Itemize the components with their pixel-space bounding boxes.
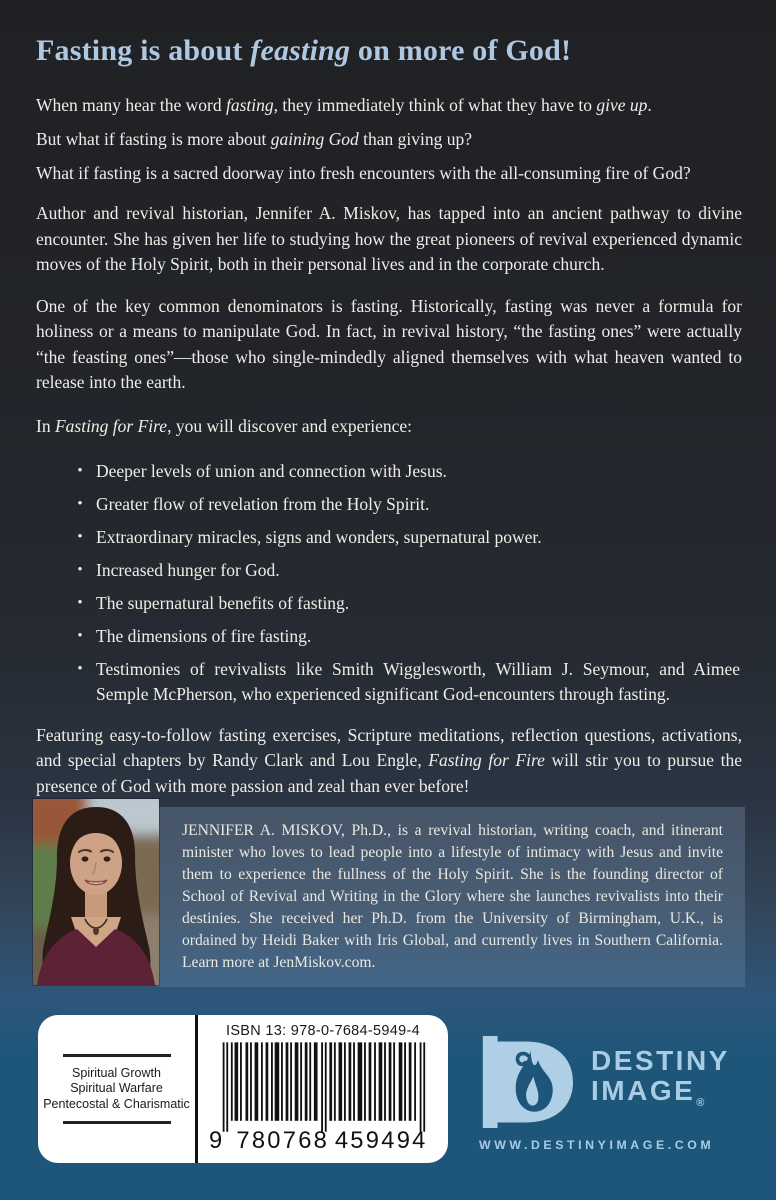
author-bio-panel <box>156 807 745 987</box>
barcode-card <box>38 1015 448 1163</box>
bullet-item <box>64 525 742 550</box>
bullet-dot-icon: • <box>77 462 83 479</box>
publisher-name <box>591 1046 730 1118</box>
category-line: Spiritual Growth <box>72 1065 161 1080</box>
category-line: Pentecostal & Charismatic <box>43 1096 190 1111</box>
bullet-text: Greater flow of revelation from the Holy Spirit. <box>96 493 430 514</box>
publisher-website-url: WWW.DESTINYIMAGE.COM <box>479 1138 715 1152</box>
bullet-text: The supernatural benefits of fasting. <box>96 592 350 613</box>
headline: Fasting is about feasting on more of God! <box>36 34 572 67</box>
bullet-dot-icon: • <box>77 660 83 677</box>
bullet-item <box>64 492 742 517</box>
bullet-item <box>64 624 742 649</box>
bullet-dot-icon: • <box>77 561 83 578</box>
isbn-panel <box>198 1015 448 1163</box>
bullet-item <box>64 657 742 707</box>
barcode-digits-right: 459494 <box>334 1128 428 1154</box>
category-rule-top <box>63 1054 171 1057</box>
publisher-logo-block <box>479 1036 764 1152</box>
bullet-text: Extraordinary miracles, signs and wonders, supernatural power. <box>96 526 542 547</box>
bullet-text: Increased hunger for God. <box>96 559 280 580</box>
ean13-barcode <box>209 1042 437 1154</box>
category-panel <box>38 1015 198 1163</box>
author-bio-section <box>0 797 776 993</box>
destiny-image-d-flame-icon <box>479 1036 575 1128</box>
bullet-item <box>64 591 742 616</box>
publisher-name-line1: DESTINY <box>591 1045 730 1076</box>
closing-paragraph: Featuring easy-to-follow fasting exercises, Scripture meditations, reflection questions, activations, and special chapters by Randy Clark and Lou Engle, Fasting for Fire will stir you to pursue the presence of God with more passion and zeal than ever before! <box>36 724 742 796</box>
barcode-digit-lead: 9 <box>209 1128 223 1154</box>
intro-line-1: When many hear the word fasting, they immediately think of what they have to give up. <box>36 95 652 115</box>
publisher-name-line2: $IMAGE_®$ <box>591 1075 705 1109</box>
author-historian-paragraph: Author and revival historian, Jennifer A. Miskov, has tapped into an ancient pathway to divine encounter. She has given her life to studying how the great pioneers of revival experienced dynamic moves of the Holy Spirit, both in their personal lives and in the corporate church. <box>36 203 742 274</box>
bullet-dot-icon: • <box>77 594 83 611</box>
bullet-dot-icon: • <box>77 627 83 644</box>
category-lines <box>43 1066 190 1113</box>
category-rule-bottom <box>63 1121 171 1124</box>
benefits-bullet-list <box>64 459 742 707</box>
intro-line-3: What if fasting is a sacred doorway into fresh encounters with the all-consuming fire of God? <box>36 163 691 183</box>
isbn-label: ISBN 13: 978-0-7684-5949-4 <box>225 1023 420 1039</box>
category-line: Spiritual Warfare <box>70 1081 163 1096</box>
bullet-text: The dimensions of fire fasting. <box>96 625 312 646</box>
bullet-item <box>64 558 742 583</box>
author-bio-text: JENNIFER A. MISKOV, Ph.D., is a revival historian, writing coach, and itinerant minister who loves to lead people into a lifestyle of intimacy with Jesus and invite them to experience the fullness of the Holy Spirit. She is the founding director of School of Revival and Writing in the Glory where she launches revivalists into their destinies. She received her Ph.D. from the University of Birmingham, U.K., is ordained by Heidi Baker with Iris Global, and currently lives in Southern California. Learn more at JenMiskov.com. <box>182 822 723 971</box>
bullet-text: Testimonies of revivalists like Smith Wigglesworth, William J. Seymour, and Aimee Semple McPherson, who experienced significant God-encounters through fasting. <box>96 658 740 704</box>
common-denominator-paragraph: One of the key common denominators is fasting. Historically, fasting was never a formula for holiness or a means to manipulate God. In fact, in revival history, “the fasting ones” were actually “the feasting ones”—those who single-mindedly aligned themselves with what heaven wanted to release into the earth. <box>36 295 742 392</box>
bullet-dot-icon: • <box>77 528 83 545</box>
registered-mark: ® <box>696 1097 705 1109</box>
intro-line-2: But what if fasting is more about gaining God than giving up? <box>36 129 473 149</box>
bullet-dot-icon: • <box>77 495 83 512</box>
author-photo <box>33 799 159 985</box>
barcode-digits-left: 780768 <box>236 1128 330 1154</box>
discover-intro: In Fasting for Fire, you will discover and experience: <box>36 415 413 436</box>
bullet-text: Deeper levels of union and connection with Jesus. <box>96 460 447 481</box>
bullet-item <box>64 459 742 484</box>
